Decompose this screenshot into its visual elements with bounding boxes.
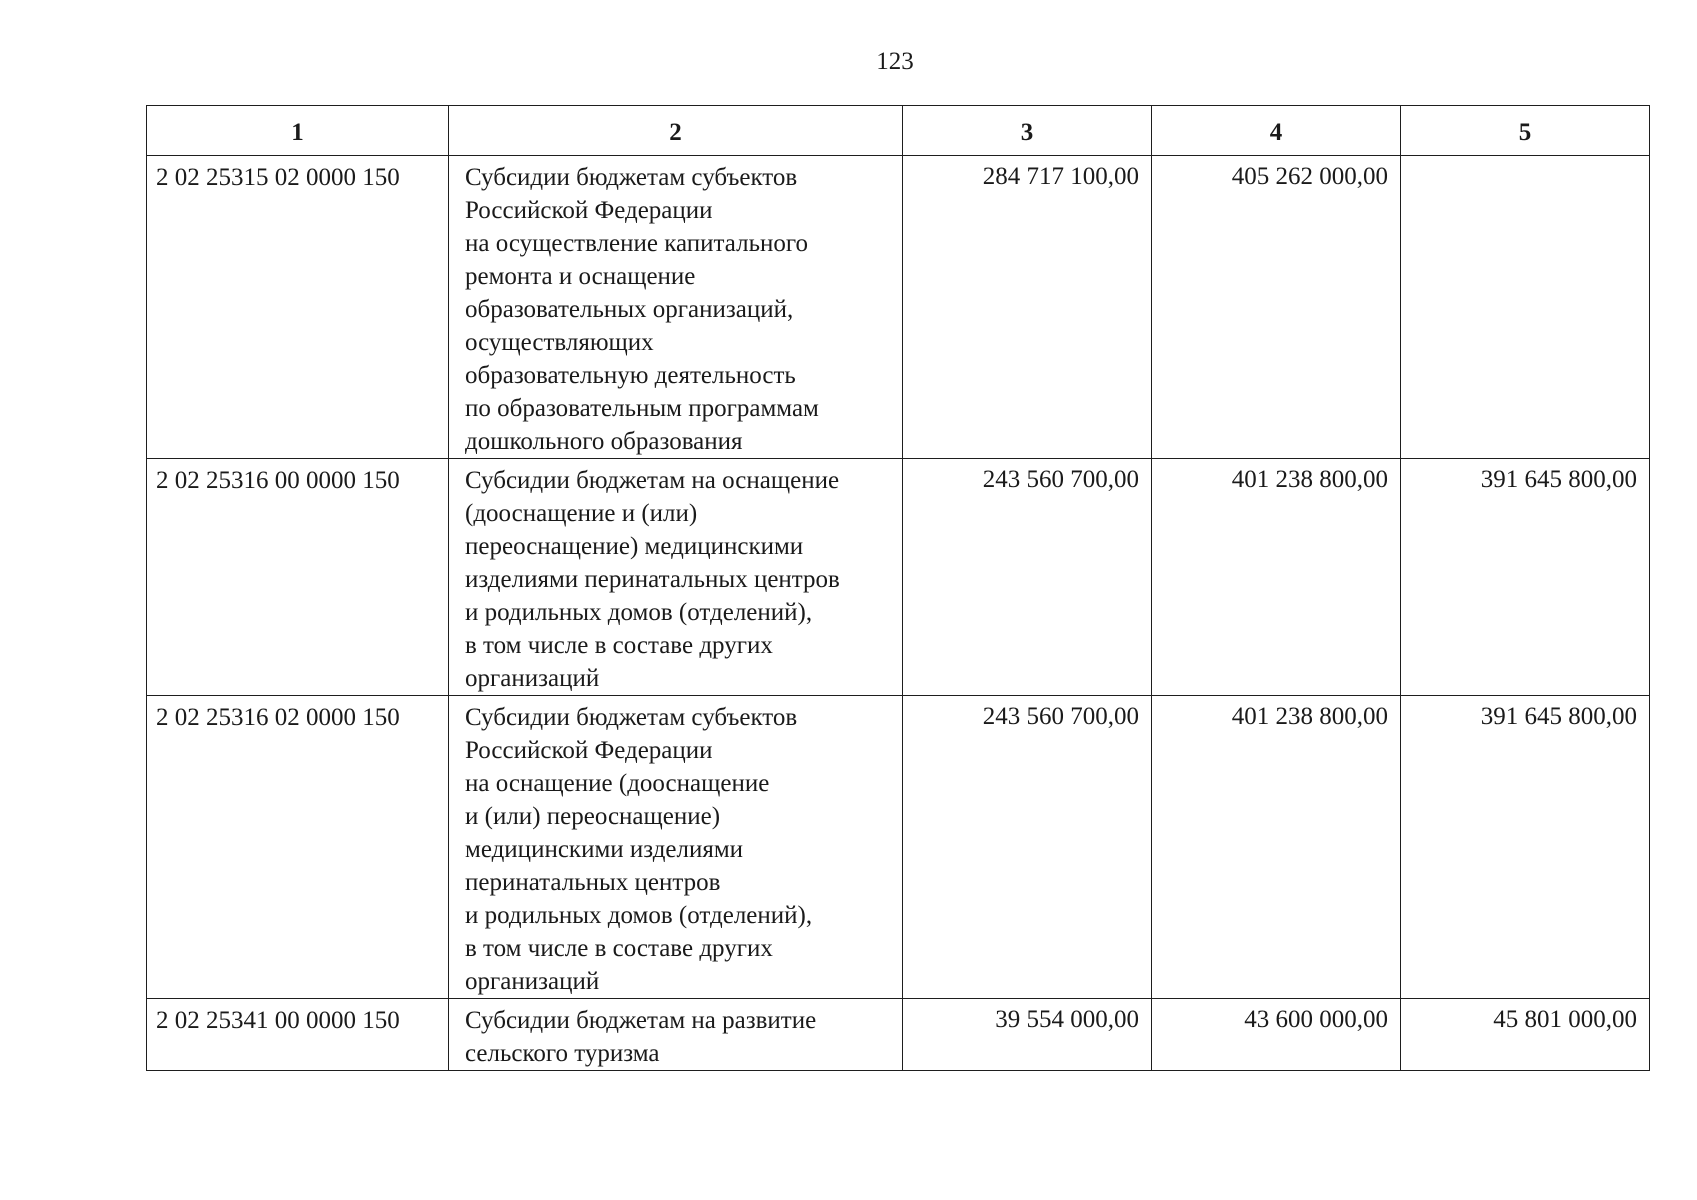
description-line: перинатальных центров (465, 869, 721, 896)
amount-cell-col4: 405 262 000,00 (1152, 156, 1401, 459)
amount-cell-col4: 401 238 800,00 (1152, 459, 1401, 696)
amount-cell-col5: 391 645 800,00 (1401, 696, 1650, 999)
description-line: Субсидии бюджетам на оснащение (465, 467, 840, 494)
description-line: на оснащение (дооснащение (465, 770, 770, 797)
description-line: осуществляющих (465, 329, 654, 356)
amount-cell-col3: 39 554 000,00 (903, 999, 1152, 1071)
description-line: на осуществление капитального (465, 230, 808, 257)
column-header-1: 1 (147, 106, 449, 156)
page-number: 123 (876, 48, 914, 75)
description-line: в том числе в составе других (465, 632, 773, 659)
amount-cell-col3: 284 717 100,00 (903, 156, 1152, 459)
amount-cell-col5 (1401, 156, 1650, 459)
amount-cell-col4: 401 238 800,00 (1152, 696, 1401, 999)
description-line: организаций (465, 968, 600, 995)
description-cell (449, 696, 903, 999)
budget-code-cell: 2 02 25341 00 0000 150 (147, 999, 449, 1071)
table-row (147, 999, 1650, 1071)
description-line: и родильных домов (отделений), (465, 599, 813, 626)
table-row (147, 156, 1650, 459)
description-line: организаций (465, 665, 600, 692)
amount-cell-col4: 43 600 000,00 (1152, 999, 1401, 1071)
description-line: ремонта и оснащение (465, 263, 696, 290)
budget-revenue-table (146, 105, 1650, 1071)
column-header-5: 5 (1401, 106, 1650, 156)
description-line: в том числе в составе других (465, 935, 773, 962)
description-cell (449, 999, 903, 1071)
amount-cell-col5: 45 801 000,00 (1401, 999, 1650, 1071)
description-cell (449, 156, 903, 459)
description-line: и родильных домов (отделений), (465, 902, 813, 929)
amount-cell-col5: 391 645 800,00 (1401, 459, 1650, 696)
description-line: и (или) переоснащение) (465, 803, 721, 830)
description-line: сельского туризма (465, 1040, 660, 1067)
description-line: Российской Федерации (465, 197, 713, 224)
description-line: дошкольного образования (465, 428, 743, 455)
description-line: Российской Федерации (465, 737, 713, 764)
description-line: переоснащение) медицинскими (465, 533, 804, 560)
table-header-row (147, 106, 1650, 156)
description-line: медицинскими изделиями (465, 836, 744, 863)
description-line: (дооснащение и (или) (465, 500, 698, 527)
description-line: Субсидии бюджетам субъектов (465, 164, 798, 191)
description-line: Субсидии бюджетам на развитие (465, 1007, 817, 1034)
amount-cell-col3: 243 560 700,00 (903, 696, 1152, 999)
budget-code-cell: 2 02 25316 02 0000 150 (147, 696, 449, 999)
description-line: Субсидии бюджетам субъектов (465, 704, 798, 731)
description-line: образовательную деятельность (465, 362, 796, 389)
description-line: по образовательным программам (465, 395, 819, 422)
description-line: изделиями перинатальных центров (465, 566, 840, 593)
budget-code-cell: 2 02 25316 00 0000 150 (147, 459, 449, 696)
column-header-4: 4 (1152, 106, 1401, 156)
column-header-3: 3 (903, 106, 1152, 156)
column-header-2: 2 (449, 106, 903, 156)
amount-cell-col3: 243 560 700,00 (903, 459, 1152, 696)
budget-code-cell: 2 02 25315 02 0000 150 (147, 156, 449, 459)
table-row (147, 696, 1650, 999)
description-line: образовательных организаций, (465, 296, 794, 323)
table-row (147, 459, 1650, 696)
description-cell (449, 459, 903, 696)
